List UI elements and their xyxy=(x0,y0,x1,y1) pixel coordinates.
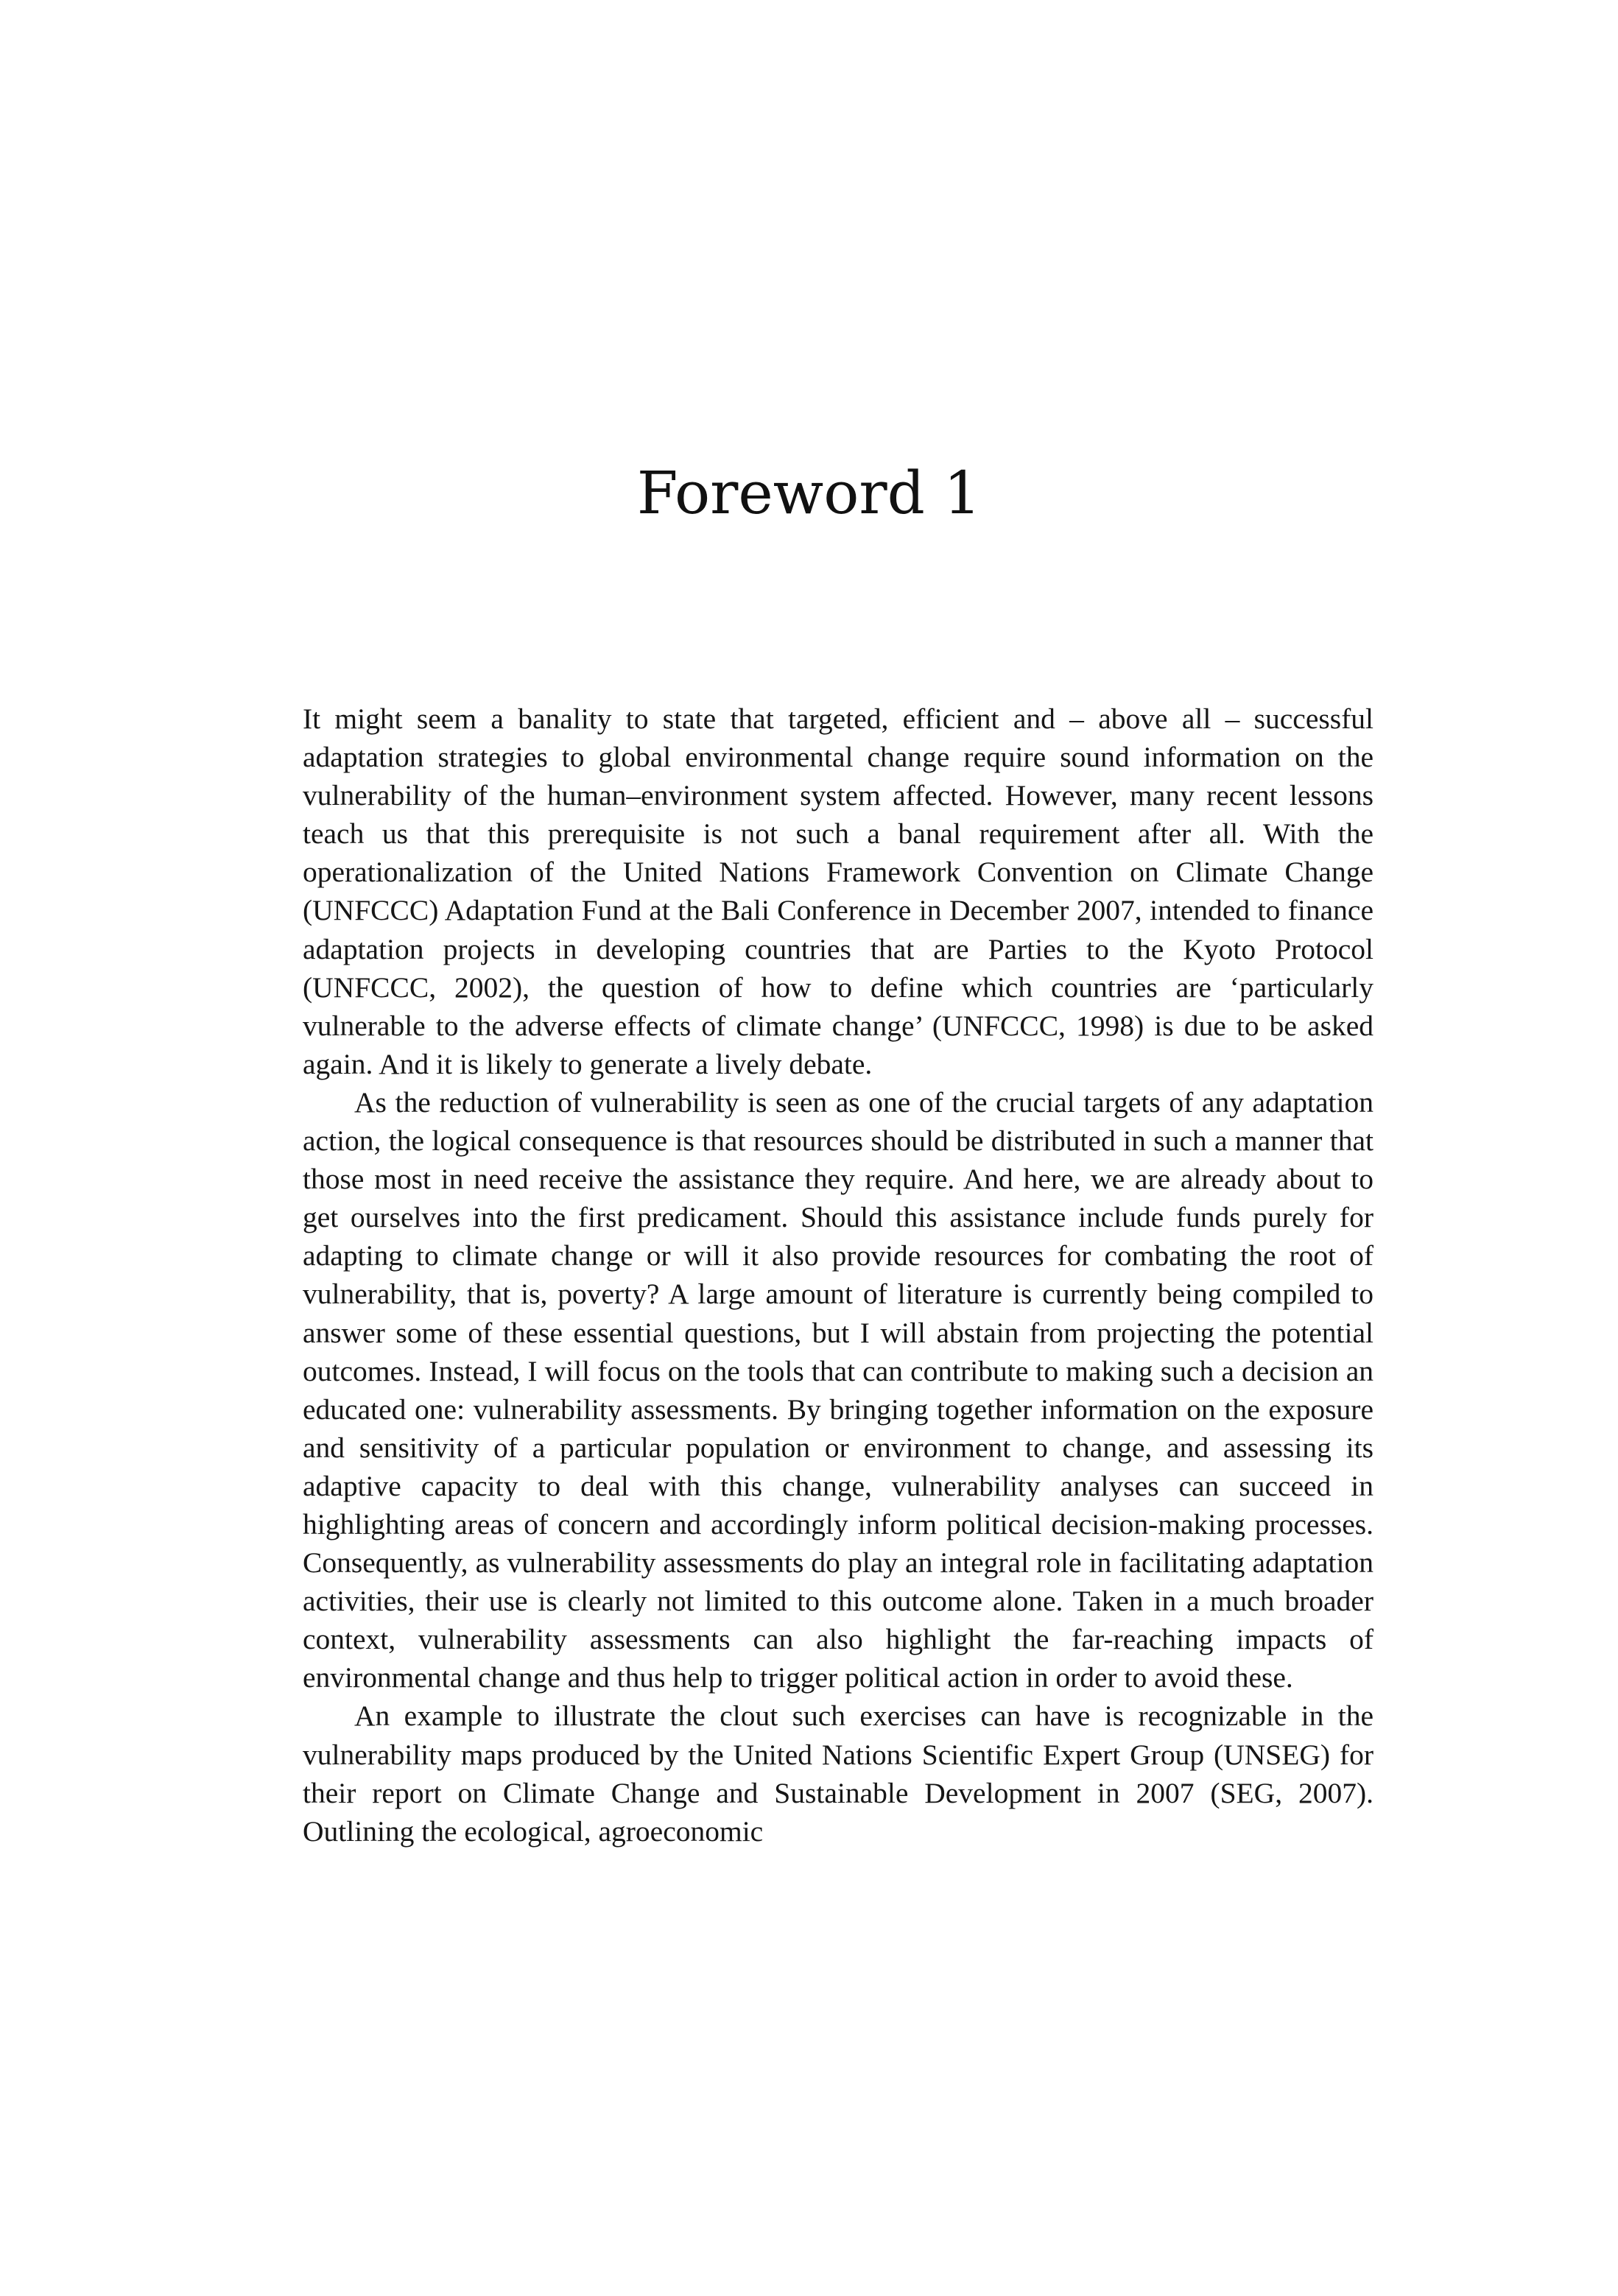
foreword-body xyxy=(303,700,1373,1850)
paragraph-2: As the reduction of vulnerability is seen as one of the crucial targets of any adaptation action, the logical consequence is that resources should be distributed in such a manner that those most in need receive the assistance they require. And here, we are already about to get ourselves into the first predicament. Should this assistance include funds purely for adapting to climate change or will it also provide resources for combating the root of vulnerability, that is, poverty? A large amount of literature is currently being compiled to answer some of these essential questions, but I will abstain from projecting the potential outcomes. Instead, I will focus on the tools that can contribute to making such a decision an educated one: vulnerability assessments. By bringing together information on the exposure and sensitivity of a particular population or environment to change, and assessing its adaptive capacity to deal with this change, vulnerability analyses can succeed in highlighting areas of concern and accordingly inform political decision-making processes. Consequently, as vulnerability assessments do play an integral role in facilitating adaptation activities, their use is clearly not limited to this outcome alone. Taken in a much broader context, vulnerability assessments can also highlight the far-reaching impacts of environmental change and thus help to trigger political action in order to avoid these. xyxy=(303,1085,1373,1694)
chapter-title: Foreword 1 xyxy=(636,459,982,527)
paragraph-1: It might seem a banality to state that targeted, efficient and – above all – successful adaptation strategies to global environmental change require sound information on the vulnerability of the human–environment system affected. However, many recent lessons teach us that this prerequisite is not such a banal requirement after all. With the operationalization of the United Nations Framework Convention on Climate Change (UNFCCC) Adaptation Fund at the Bali Conference in December 2007, intended to finance adaptation projects in developing countries that are Parties to the Kyoto Protocol (UNFCCC, 2002), the question of how to define which countries are ‘particularly vulnerable to the adverse effects of climate change’ (UNFCCC, 1998) is due to be asked again. And it is likely to generate a lively debate. xyxy=(303,702,1373,1080)
paragraph-3: An example to illustrate the clout such exercises can have is recognizable in the vulnerability maps produced by the United Nations Scientific Expert Group (UNSEG) for their report on Climate Change and Sustainable Development in 2007 (SEG, 2007). Outlining the ecological, agroeconomic xyxy=(303,1700,1373,1848)
